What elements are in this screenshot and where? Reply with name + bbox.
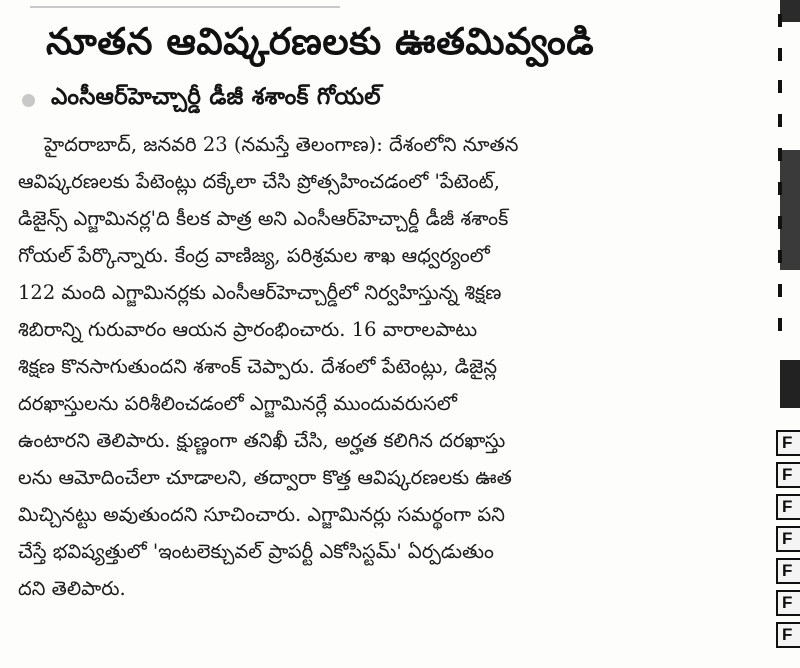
edge-letter: F [782, 593, 793, 612]
edge-dash [778, 216, 782, 229]
edge-dash [778, 318, 782, 331]
edge-dash [778, 14, 782, 27]
body-line: హైదరాబాద్, జనవరి 23 (నమస్తే తెలంగాణ): దేశంలోని నూతన [44, 133, 519, 156]
body-line: శిబిరాన్ని గురువారం ఆయన ప్రారంభించారు. 16 వారాలపాటు [18, 318, 478, 341]
edge-box [776, 494, 800, 520]
body-line: 122 మంది ఎగ్జామినర్లకు ఎంసీఆర్‌హెచ్చార్డీలో నిర్వహిస్తున్న శిక్షణ [18, 281, 502, 304]
edge-box [776, 430, 800, 456]
body-line: ఉంటారని తెలిపారు. క్షుణ్ణంగా తనిఖీ చేసి, అర్హత కలిగిన దరఖాస్తు [18, 429, 506, 452]
edge-letter: F [782, 529, 793, 548]
body-line: శిక్షణ కొనసాగుతుందని శశాంక్ చెప్పారు. దేశంలో పేటెంట్లు, డిజైన్ల [18, 355, 498, 378]
edge-letter: F [782, 497, 793, 516]
edge-dash [778, 182, 782, 195]
edge-box [776, 526, 800, 552]
body-line: లను ఆమోదించేలా చూడాలని, తద్వారా కొత్త ఆవిష్కరణలకు ఊత [18, 466, 512, 489]
body-line: దని తెలిపారు. [18, 577, 126, 600]
edge-letter: F [782, 625, 793, 644]
edge-letter: F [782, 561, 793, 580]
edge-box [776, 590, 800, 616]
dark-edge-block [780, 0, 800, 22]
body-line: ఆవిష్కరణలకు పేటెంట్లు దక్కేలా చేసి ప్రోత్సహించడంలో 'పేటెంట్, [18, 170, 500, 193]
edge-dash [778, 284, 782, 297]
edge-box [776, 622, 800, 648]
edge-dash [778, 114, 782, 127]
edge-box [776, 558, 800, 584]
body-line: డిజైన్స్ ఎగ్జామినర్ల'ది కీలక పాత్ర అని ఎంసీఆర్‌హెచ్చార్డీ డీజీ శశాంక్ [18, 207, 509, 230]
edge-dash [778, 250, 782, 263]
body-line: చేస్తే భవిష్యత్తులో 'ఇంటలెక్చువల్ ప్రాపర్టీ ఎకోసిస్టమ్' ఏర్పడుతుం [18, 540, 494, 563]
subheadline-text: ఎంసీఆర్‌హెచ్చార్డీ డీజీ శశాంక్ గోయల్ [51, 84, 381, 110]
edge-dash [778, 148, 782, 161]
article-headline: నూతన ఆవిష్కరణలకు ఊతమివ్వండి [46, 20, 595, 63]
edge-letter: F [782, 465, 793, 484]
bullet-icon [22, 94, 35, 107]
edge-dash [778, 80, 782, 93]
previous-article-edge [30, 0, 340, 8]
dark-edge-block [780, 360, 800, 408]
edge-letter: F [782, 433, 793, 452]
dark-edge-block [780, 150, 800, 270]
body-line: గోయల్ పేర్కొన్నారు. కేంద్ర వాణిజ్య, పరిశ్రమల శాఖ ఆధ్వర్యంలో [18, 244, 490, 267]
edge-dash [778, 48, 782, 61]
body-line: మిచ్చినట్టు అవుతుందని సూచించారు. ఎగ్జామినర్లు సమర్థంగా పని [18, 503, 505, 526]
edge-box [776, 462, 800, 488]
article-subheadline [22, 82, 381, 118]
body-line: దరఖాస్తులను పరిశీలించడంలో ఎగ్జామినర్లే ముందువరుసలో [18, 392, 457, 415]
article-body [18, 126, 738, 607]
adjacent-column-edge [760, 0, 800, 668]
